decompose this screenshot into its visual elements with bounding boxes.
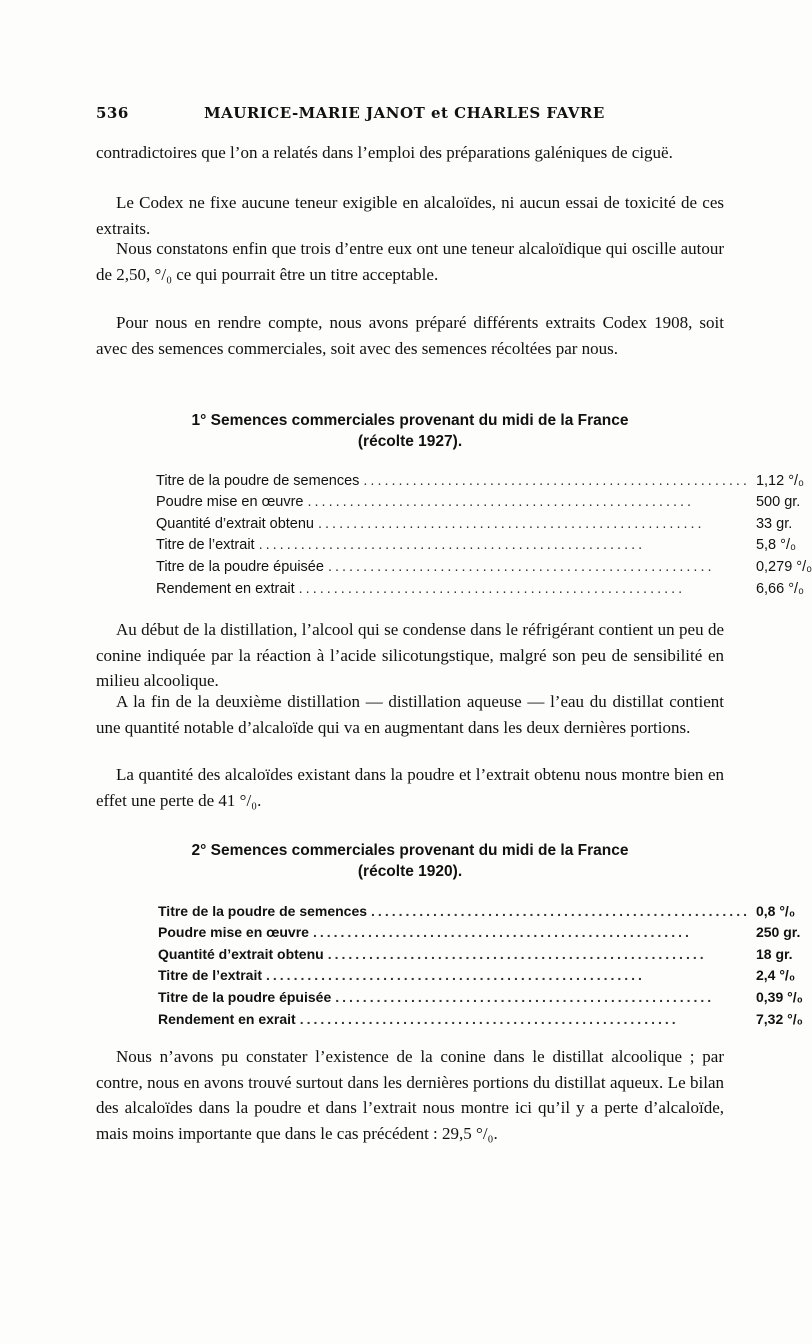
row-label: Poudre mise en œuvre <box>156 494 307 510</box>
row-value: 33 gr. <box>755 515 793 532</box>
section-1-heading <box>96 410 724 452</box>
leader-dots: ....................................................... <box>363 472 750 489</box>
table-row <box>156 575 812 597</box>
row-label: Titre de la poudre de semences <box>158 903 371 919</box>
table-row <box>158 983 803 1005</box>
table-row <box>156 510 812 532</box>
row-label: Quantité d’extrait obtenu <box>156 516 318 532</box>
section-2-heading-line2: (récolte 1920). <box>357 863 463 880</box>
section-2-heading <box>96 840 724 882</box>
row-value: 0,39 °/₀ <box>755 988 803 1005</box>
paragraph-4: Pour nous en rendre compte, nous avons préparé différents extraits Codex 1908, soit avec des semences commerciales, soit avec des semences récoltées par nous. <box>96 313 724 358</box>
row-value: 0,279 °/₀ <box>755 558 812 575</box>
section-1-table <box>156 467 812 597</box>
leader-dots: ....................................................... <box>327 558 715 575</box>
row-label: Titre de la poudre épuisée <box>158 989 335 1005</box>
table-row <box>158 919 803 941</box>
paragraph-3: Nous constatons enfin que trois d’entre eux ont une teneur alcaloïdique qui oscille autour de 2,50, °/₀ ce qui pourrait être un titre acceptable. <box>96 239 724 284</box>
paragraph-5: Au début de la distillation, l’alcool qui se condense dans le réfrigérant contient un peu de conine indiquée par la réaction à l’acide silicotungstique, malgré son peu de sensibilité en milieu alcoolique. <box>96 620 724 691</box>
row-value: 500 gr. <box>755 494 801 511</box>
table-row <box>158 962 803 984</box>
running-head <box>96 104 724 128</box>
leader-dots: ....................................................... <box>335 988 715 1005</box>
page-number: 536 <box>96 104 129 122</box>
row-label: Quantité d’extrait obtenu <box>158 946 328 962</box>
leader-dots: ....................................................... <box>312 924 692 941</box>
running-head-authors: MAURICE-MARIE JANOT et CHARLES FAVRE <box>204 104 605 122</box>
row-label: Titre de la poudre de semences <box>156 473 363 489</box>
paragraph-1: contradictoires que l’on a relatés dans l’emploi des préparations galéniques de ciguë. <box>96 143 673 162</box>
row-value: 250 gr. <box>755 924 801 941</box>
table-row <box>156 489 812 511</box>
table-row <box>156 532 812 554</box>
leader-dots: ....................................................... <box>371 902 750 919</box>
table-row <box>158 1005 803 1027</box>
row-value: 1,12 °/₀ <box>755 472 805 489</box>
row-value: 0,8 °/₀ <box>755 902 796 919</box>
row-value: 18 gr. <box>755 945 793 962</box>
row-label: Titre de la poudre épuisée <box>156 559 328 575</box>
row-value: 7,32 °/₀ <box>755 1010 803 1027</box>
table-row <box>156 553 812 575</box>
row-label: Titre de l’extrait <box>158 967 266 983</box>
leader-dots: ....................................................... <box>258 537 646 554</box>
paragraph-6: A la fin de la deuxième distillation — distillation aqueuse — l’eau du distillat contient une quantité notable d’alcaloïde qui va en augmentant dans les deux dernières portions. <box>96 692 724 737</box>
table-row <box>158 897 803 919</box>
leader-dots: ....................................................... <box>266 967 645 984</box>
row-value: 2,4 °/₀ <box>755 967 796 984</box>
row-label: Rendement en exrait <box>158 1011 300 1027</box>
row-label: Rendement en extrait <box>156 581 299 597</box>
row-value: 6,66 °/₀ <box>755 580 805 597</box>
leader-dots: ....................................................... <box>318 515 705 532</box>
leader-dots: ....................................................... <box>327 945 707 962</box>
table-row <box>158 940 803 962</box>
leader-dots: ....................................................... <box>299 1010 679 1027</box>
section-2-heading-line1: 2° Semences commerciales provenant du midi de la France <box>191 842 629 859</box>
row-label: Poudre mise en œuvre <box>158 924 313 940</box>
row-value: 5,8 °/₀ <box>755 537 796 554</box>
table-row <box>156 467 812 489</box>
leader-dots: ....................................................... <box>307 494 695 511</box>
paragraph-7: La quantité des alcaloïdes existant dans la poudre et l’extrait obtenu nous montre bien en effet une perte de 41 °/₀. <box>96 765 724 810</box>
paragraph-2: Le Codex ne fixe aucune teneur exigible en alcaloïdes, ni aucun essai de toxicité de ces extraits. <box>96 193 724 238</box>
row-label: Titre de l’extrait <box>156 537 259 553</box>
section-1-heading-line1: 1° Semences commerciales provenant du midi de la France <box>191 412 629 429</box>
section-2-table <box>158 897 803 1027</box>
leader-dots: ....................................................... <box>298 580 686 597</box>
section-1-heading-line2: (récolte 1927). <box>357 433 463 450</box>
paragraph-8: Nous n’avons pu constater l’existence de la conine dans le distillat alcoolique ; par contre, nous en avons trouvé surtout dans les dernières portions du distillat aqueux. Le bilan des alcaloïdes dans la poudre et dans l’extrait nous montre ici qu’il y a perte d’alcaloïde, mais moins importante que dans le cas précédent : 29,5 °/₀. <box>96 1047 724 1144</box>
